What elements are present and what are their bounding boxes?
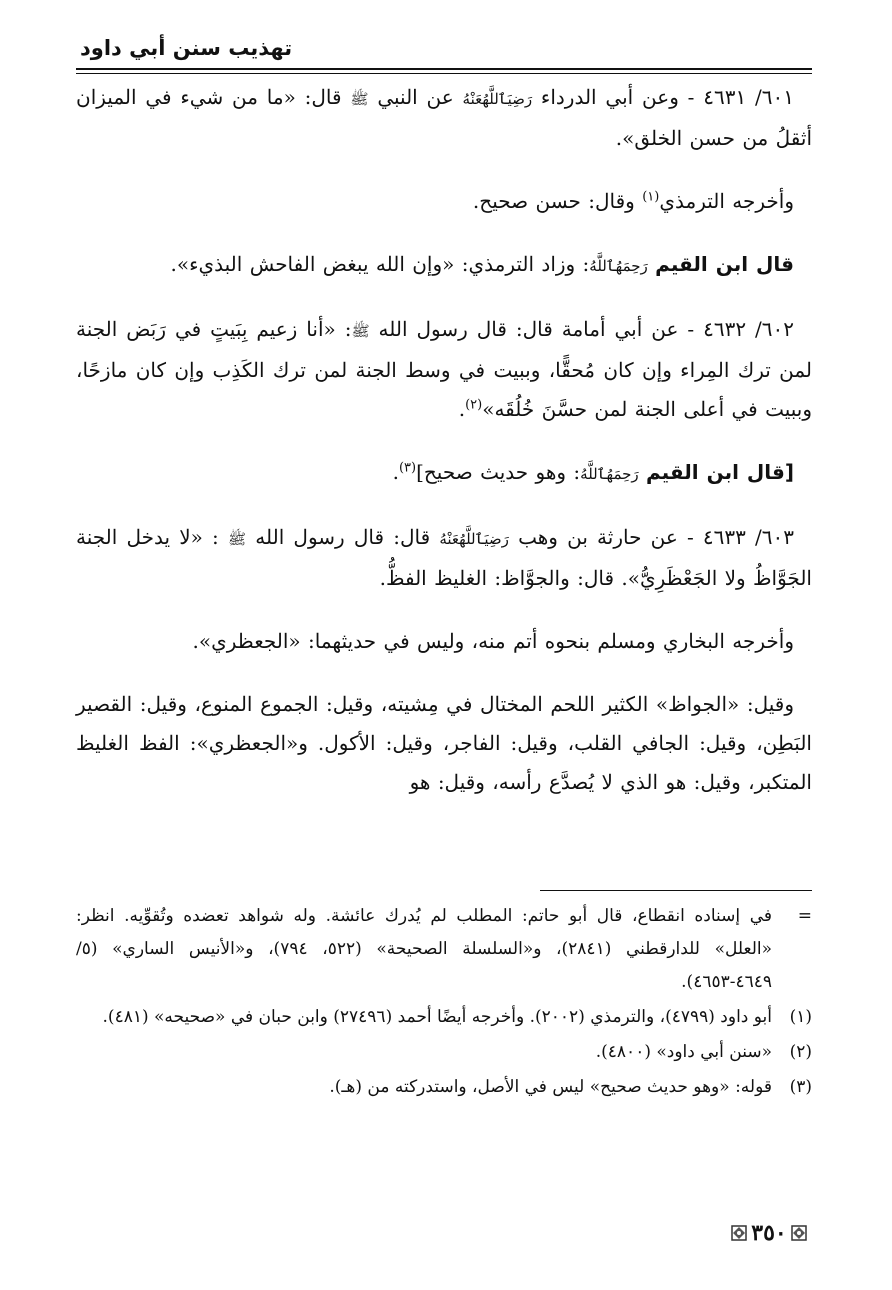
footnote-ref: (١) [642, 189, 660, 205]
hadith-number: ٦٠٣/ ٤٦٣٣ [702, 525, 795, 549]
header-rule-thick [76, 68, 812, 70]
hadith-number: ٦٠٢/ ٤٦٣٢ [703, 317, 794, 341]
honorific: ﷺ [227, 530, 247, 548]
takhrij-paragraph-2 [76, 622, 812, 661]
floral-ornament-icon [791, 1225, 807, 1241]
text-run: : «أنا زعيم بِبَيتٍ في رَبَض الجنة لمن ترك المِراء وإن كان مُحقًّا، وببيت في وسط الجنة لمن ترك الكَذِب وإن كان مازحًا، وببيت في أعلى الجنة لمن حسَّنَ خُلُقَه» [76, 317, 813, 421]
hadith-601 [76, 78, 812, 158]
footnotes [76, 900, 812, 1106]
hadith-number: ٦٠١/ ٤٦٣١ [703, 85, 795, 109]
text-run: قال: قال رسول الله [246, 525, 440, 549]
footnote-continued [76, 900, 812, 999]
hadith-602 [76, 310, 812, 429]
text-run: : وهو حديث صحيح] [416, 460, 581, 484]
footnote-marker: = [797, 906, 812, 926]
text-run: وقال: حسن صحيح. [472, 189, 643, 213]
footnote-marker: (٣) [789, 1077, 812, 1097]
honorific: ﷺ [351, 322, 370, 340]
bold-lead: قال ابن القيم [655, 252, 794, 276]
footnote-ref: (٢) [465, 397, 483, 413]
ibn-qayyim-comment-1 [76, 245, 812, 286]
footnote-1 [76, 1001, 812, 1034]
footnote-text: «سنن أبي داود» (٤٨٠٠). [595, 1042, 772, 1062]
text-run: . [458, 397, 466, 421]
footnote-text: قوله: «وهو حديث صحيح» ليس في الأصل، واستدركته من (هـ). [329, 1077, 772, 1097]
main-text [76, 78, 812, 826]
footnote-text: أبو داود (٤٧٩٩)، والترمذي (٢٠٠٢). وأخرجه أيضًا أحمد (٢٧٤٩٦) وابن حبان في «صحيحه» (٤٨١). [102, 1007, 772, 1027]
text-run: قال: «ما من شيء في الميزان أثقلُ من حسن الخلق». [76, 85, 812, 150]
honorific: رَحِمَهُٱللَّهُ [589, 257, 648, 275]
bold-lead: [قال ابن القيم [646, 460, 794, 484]
honorific: رَحِمَهُٱللَّهُ [580, 465, 639, 483]
text-run: . [392, 460, 399, 484]
footnote-2 [76, 1036, 812, 1069]
honorific: رَضِيَٱللَّهُعَنْهُ [462, 90, 533, 108]
hadith-603 [76, 518, 812, 598]
text-run: : «لا يدخل الجنة الجَوَّاظُ ولا الجَعْظَرِيُّ». قال: والجوَّاظ: الغليظ الفظُّ. [76, 525, 812, 590]
footnote-text: في إسناده انقطاع، قال أبو حاتم: المطلب لم يُدرك عائشة. وله شواهد تعضده وتُقوِّيه. انظر: «العلل» للدارقطني (٢٨٤١)، و«السلسلة الصحيحة» (٥٢٢، ٧٩٤)، و«الأنيس الساري» (٥/ ٤٦٤٩-٤٦٥٣). [76, 906, 773, 992]
footnote-ref: (٣) [398, 460, 417, 476]
ibn-qayyim-comment-2 [76, 453, 812, 494]
footnote-marker: (١) [789, 1007, 812, 1027]
text-run: - عن أبي أمامة قال: قال رسول الله [369, 317, 704, 341]
text-run: : وزاد الترمذي: «وإن الله يبغض الفاحش البذيء». [170, 252, 590, 276]
explanation-paragraph [76, 685, 812, 802]
floral-ornament-icon [731, 1225, 747, 1241]
text-run: عن النبي [368, 85, 463, 109]
footnote-separator [540, 890, 812, 891]
takhrij-paragraph-1 [76, 182, 812, 221]
page-number: ٣٥٠ [751, 1220, 787, 1246]
header-rule-thin [76, 73, 812, 74]
honorific: رَضِيَٱللَّهُعَنْهُ [439, 530, 509, 548]
footnote-marker: (٢) [789, 1042, 812, 1062]
text-run: - وعن أبي الدرداء [532, 85, 704, 109]
honorific: ﷺ [350, 90, 369, 108]
running-header-title: تهذيب سنن أبي داود [80, 36, 293, 60]
footnote-3 [76, 1071, 812, 1104]
page-number-block [726, 1218, 812, 1248]
text-run: وقيل: «الجواظ» الكثير اللحم المختال في مِشيته، وقيل: الجموع المنوع، وقيل: القصير البَطِن، وقيل: الجافي القلب، وقيل: الفاجر، وقيل: الأكول. و«الجعظري»: الفظ الغليظ المتكبر، وقيل: هو الذي لا يُصدَّع رأسه، وقيل: هو [76, 692, 812, 794]
text-run: وأخرجه البخاري ومسلم بنحوه أتم منه، وليس في حديثهما: «الجعظري». [192, 629, 794, 653]
text-run: - عن حارثة بن وهب [508, 525, 703, 549]
text-run: وأخرجه الترمذي [659, 189, 794, 213]
